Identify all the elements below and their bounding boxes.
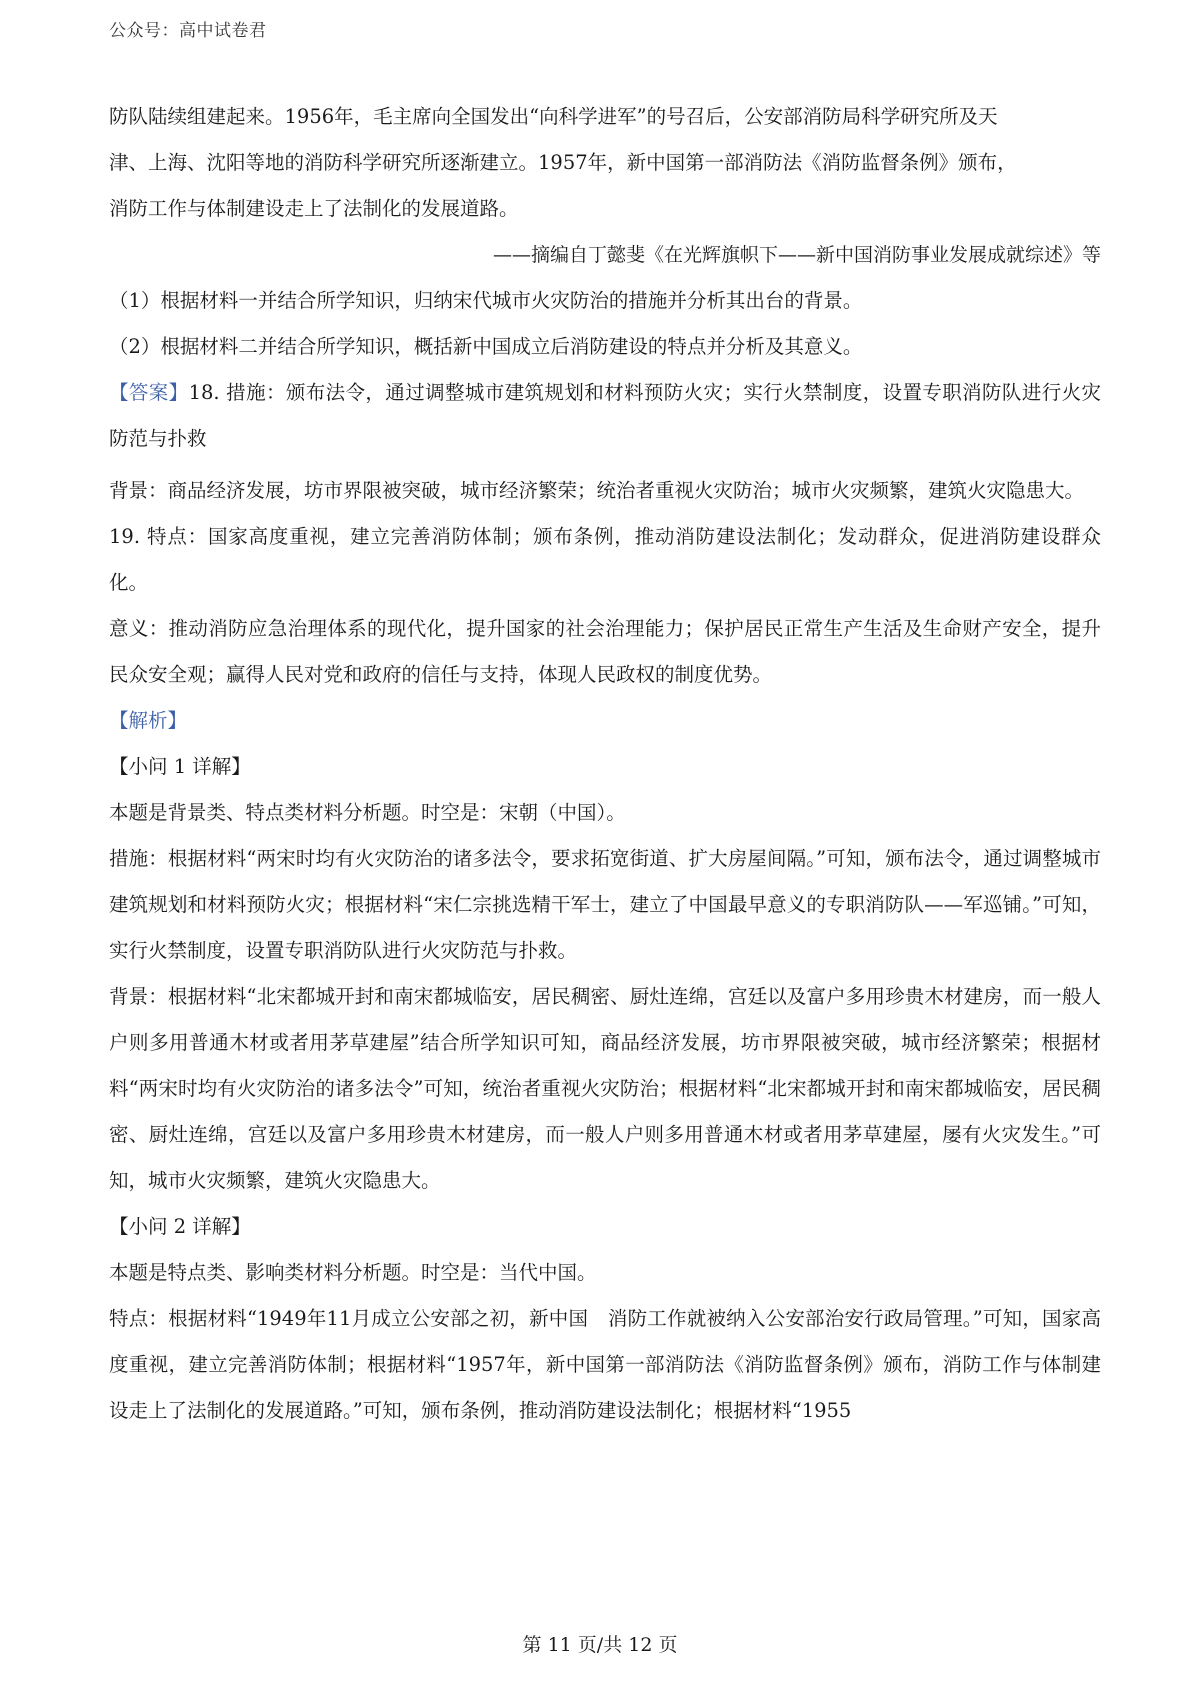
analysis-heading	[109, 698, 1101, 744]
material-line: 防队陆续组建起来。1956年，毛主席向全国发出“向科学进军”的号召后，公安部消防局科学研究所及天	[109, 105, 998, 128]
answer-18-measures	[109, 370, 1101, 462]
page-number: 第 11 页/共 12 页	[522, 1634, 678, 1656]
material-attribution: ——摘编自丁懿斐《在光辉旗帜下——新中国消防事业发展成就综述》等	[492, 244, 1101, 266]
subquestion-2-title: 【小问 2 详解】	[109, 1215, 251, 1238]
page-header-source: 公众号：高中试卷君	[109, 21, 267, 41]
subquestion-1-title: 【小问 1 详解】	[109, 755, 251, 778]
analysis-tag: 【解析】	[109, 709, 188, 732]
answer-18-background: 背景：商品经济发展，坊市界限被突破，城市经济繁荣；统治者重视火灾防治；城市火灾频繁，建筑火灾隐患大。	[109, 479, 1085, 502]
subquestion-1-background: 背景：根据材料“北宋都城开封和南宋都城临安，居民稠密、厨灶连绵，宫廷以及富户多用珍贵木材建房，而一般人户则多用普通木材或者用茅草建屋”结合所学知识可知，商品经济发展，坊市界限被突破，城市经济繁荣；根据材料“两宋时均有火灾防治的诸多法令”可知，统治者重视火灾防治；根据材料“北宋都城开封和南宋都城临安，居民稠密、厨灶连绵，宫廷以及富户多用珍贵木材建房，而一般人户则多用普通木材或者用茅草建屋，屡有火灾发生。”可知，城市火灾频繁，建筑火灾隐患大。	[109, 985, 1101, 1192]
answer-tag: 【答案】	[109, 381, 189, 404]
material-line: 津、上海、沈阳等地的消防科学研究所逐渐建立。1957年，新中国第一部消防法《消防监督条例》颁布，	[109, 151, 1017, 174]
subquestion-1-type: 本题是背景类、特点类材料分析题。时空是：宋朝（中国）。	[109, 801, 626, 824]
question-1: （1）根据材料一并结合所学知识，归纳宋代城市火灾防治的措施并分析其出台的背景。	[109, 289, 863, 312]
subquestion-1-measures: 措施：根据材料“两宋时均有火灾防治的诸多法令，要求拓宽街道、扩大房屋间隔。”可知，颁布法令，通过调整城市建筑规划和材料预防火灾；根据材料“宋仁宗挑选精干军士，建立了中国最早意义的专职消防队——军巡铺。”可知，实行火禁制度，设置专职消防队进行火灾防范与扑救。	[109, 847, 1101, 962]
answer-18-measures-text: 18. 措施：颁布法令，通过调整城市建筑规划和材料预防火灾；实行火禁制度，设置专职消防队进行火灾防范与扑救	[109, 381, 1101, 450]
question-2: （2）根据材料二并结合所学知识，概括新中国成立后消防建设的特点并分析及其意义。	[109, 335, 863, 358]
subquestion-2-features: 特点：根据材料“1949年11月成立公安部之初，新中国 消防工作就被纳入公安部治安行政局管理。”可知，国家高度重视，建立完善消防体制；根据材料“1957年，新中国第一部消防法《消防监督条例》颁布，消防工作与体制建设走上了法制化的发展道路。”可知，颁布条例，推动消防建设法制化；根据材料“1955	[109, 1307, 1101, 1422]
answer-19-features: 19. 特点：国家高度重视，建立完善消防体制；颁布条例，推动消防建设法制化；发动群众，促进消防建设群众化。	[109, 525, 1101, 594]
subquestion-2-type: 本题是特点类、影响类材料分析题。时空是：当代中国。	[109, 1261, 597, 1284]
material-line: 消防工作与体制建设走上了法制化的发展道路。	[109, 197, 519, 220]
answer-19-significance: 意义：推动消防应急治理体系的现代化，提升国家的社会治理能力；保护居民正常生产生活及生命财产安全，提升民众安全观；赢得人民对党和政府的信任与支持，体现人民政权的制度优势。	[109, 617, 1101, 686]
document-body	[109, 94, 1101, 1434]
